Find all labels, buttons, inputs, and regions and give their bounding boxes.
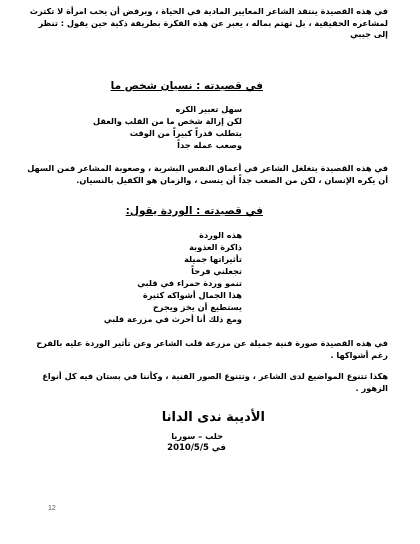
poem-line: تجعلني فرحاً bbox=[191, 266, 242, 276]
poem-line: لكن إزالة شخص ما من القلب والعقل bbox=[93, 116, 242, 126]
page-number: 12 bbox=[48, 505, 56, 512]
author-signature: الأديبة ندى الدانا bbox=[161, 410, 265, 425]
poem-rose bbox=[104, 229, 242, 325]
poem-line: يتطلب قدراً كبيراً من الوقت bbox=[129, 128, 242, 138]
poem-line: هذا الجمال أشواكه كثيرة bbox=[142, 290, 242, 300]
analysis-paragraph-rose: في هذه القصيدة صورة فنية جميلة عن مزرعة قلب الشاعر وعن تأثير الوردة عليه بالفرح رغم أشواكها . bbox=[36, 338, 388, 360]
poem-line: تأثيراتها جميلة bbox=[184, 254, 242, 264]
conclusion-paragraph: هكذا تتنوع المواضيع لدى الشاعر ، وتتنوع الصور الفنية ، وكأننا في بستان فيه كل أنواع الزهور . bbox=[42, 371, 388, 393]
section-heading-rose: في قصيدته : الوردة يقول: bbox=[125, 205, 263, 217]
poem-line: ذاكرة العذوبة bbox=[189, 242, 242, 252]
poem-forgetting bbox=[93, 103, 242, 151]
poem-line: هذه الوردة bbox=[199, 230, 242, 240]
author-location: حلب – سوريا bbox=[171, 431, 223, 441]
section-heading-forgetting: في قصيدته : نسيان شخص ما bbox=[110, 80, 263, 92]
poem-line: تنمو وردة حمراء في قلبي bbox=[137, 278, 242, 288]
poem-line: وصعب عمله جداً bbox=[177, 140, 242, 150]
analysis-paragraph-forgetting: في هذه القصيدة يتغلغل الشاعر في أعماق النفس البشرية ، وصعوبة المشاعر فمن السهل أن يكره الإنسان ، لكن من الصعب جداً أن ينسى ، والزمان هو الكفيل بالنسيان. bbox=[27, 163, 388, 185]
poem-line: سهل تعبير الكره bbox=[175, 104, 242, 114]
document-date: في 2010/5/5 bbox=[167, 443, 226, 453]
poem-line: ومع ذلك أنا أحرث في مزرعة قلبي bbox=[103, 314, 242, 324]
poem-line: يستطيع أن يخز ويجرح bbox=[152, 302, 242, 312]
intro-paragraph: في هذه القصيدة ينتقد الشاعر المعايير المادية في الحياة ، ويرفض أن يحب امرأة لا تكترث لمشاعره الحقيقية ، بل تهتم بماله ، يعبر عن هذه الفكرة بطريقة ذكية حين يقول : تنظر إلى جيبي bbox=[29, 6, 388, 39]
